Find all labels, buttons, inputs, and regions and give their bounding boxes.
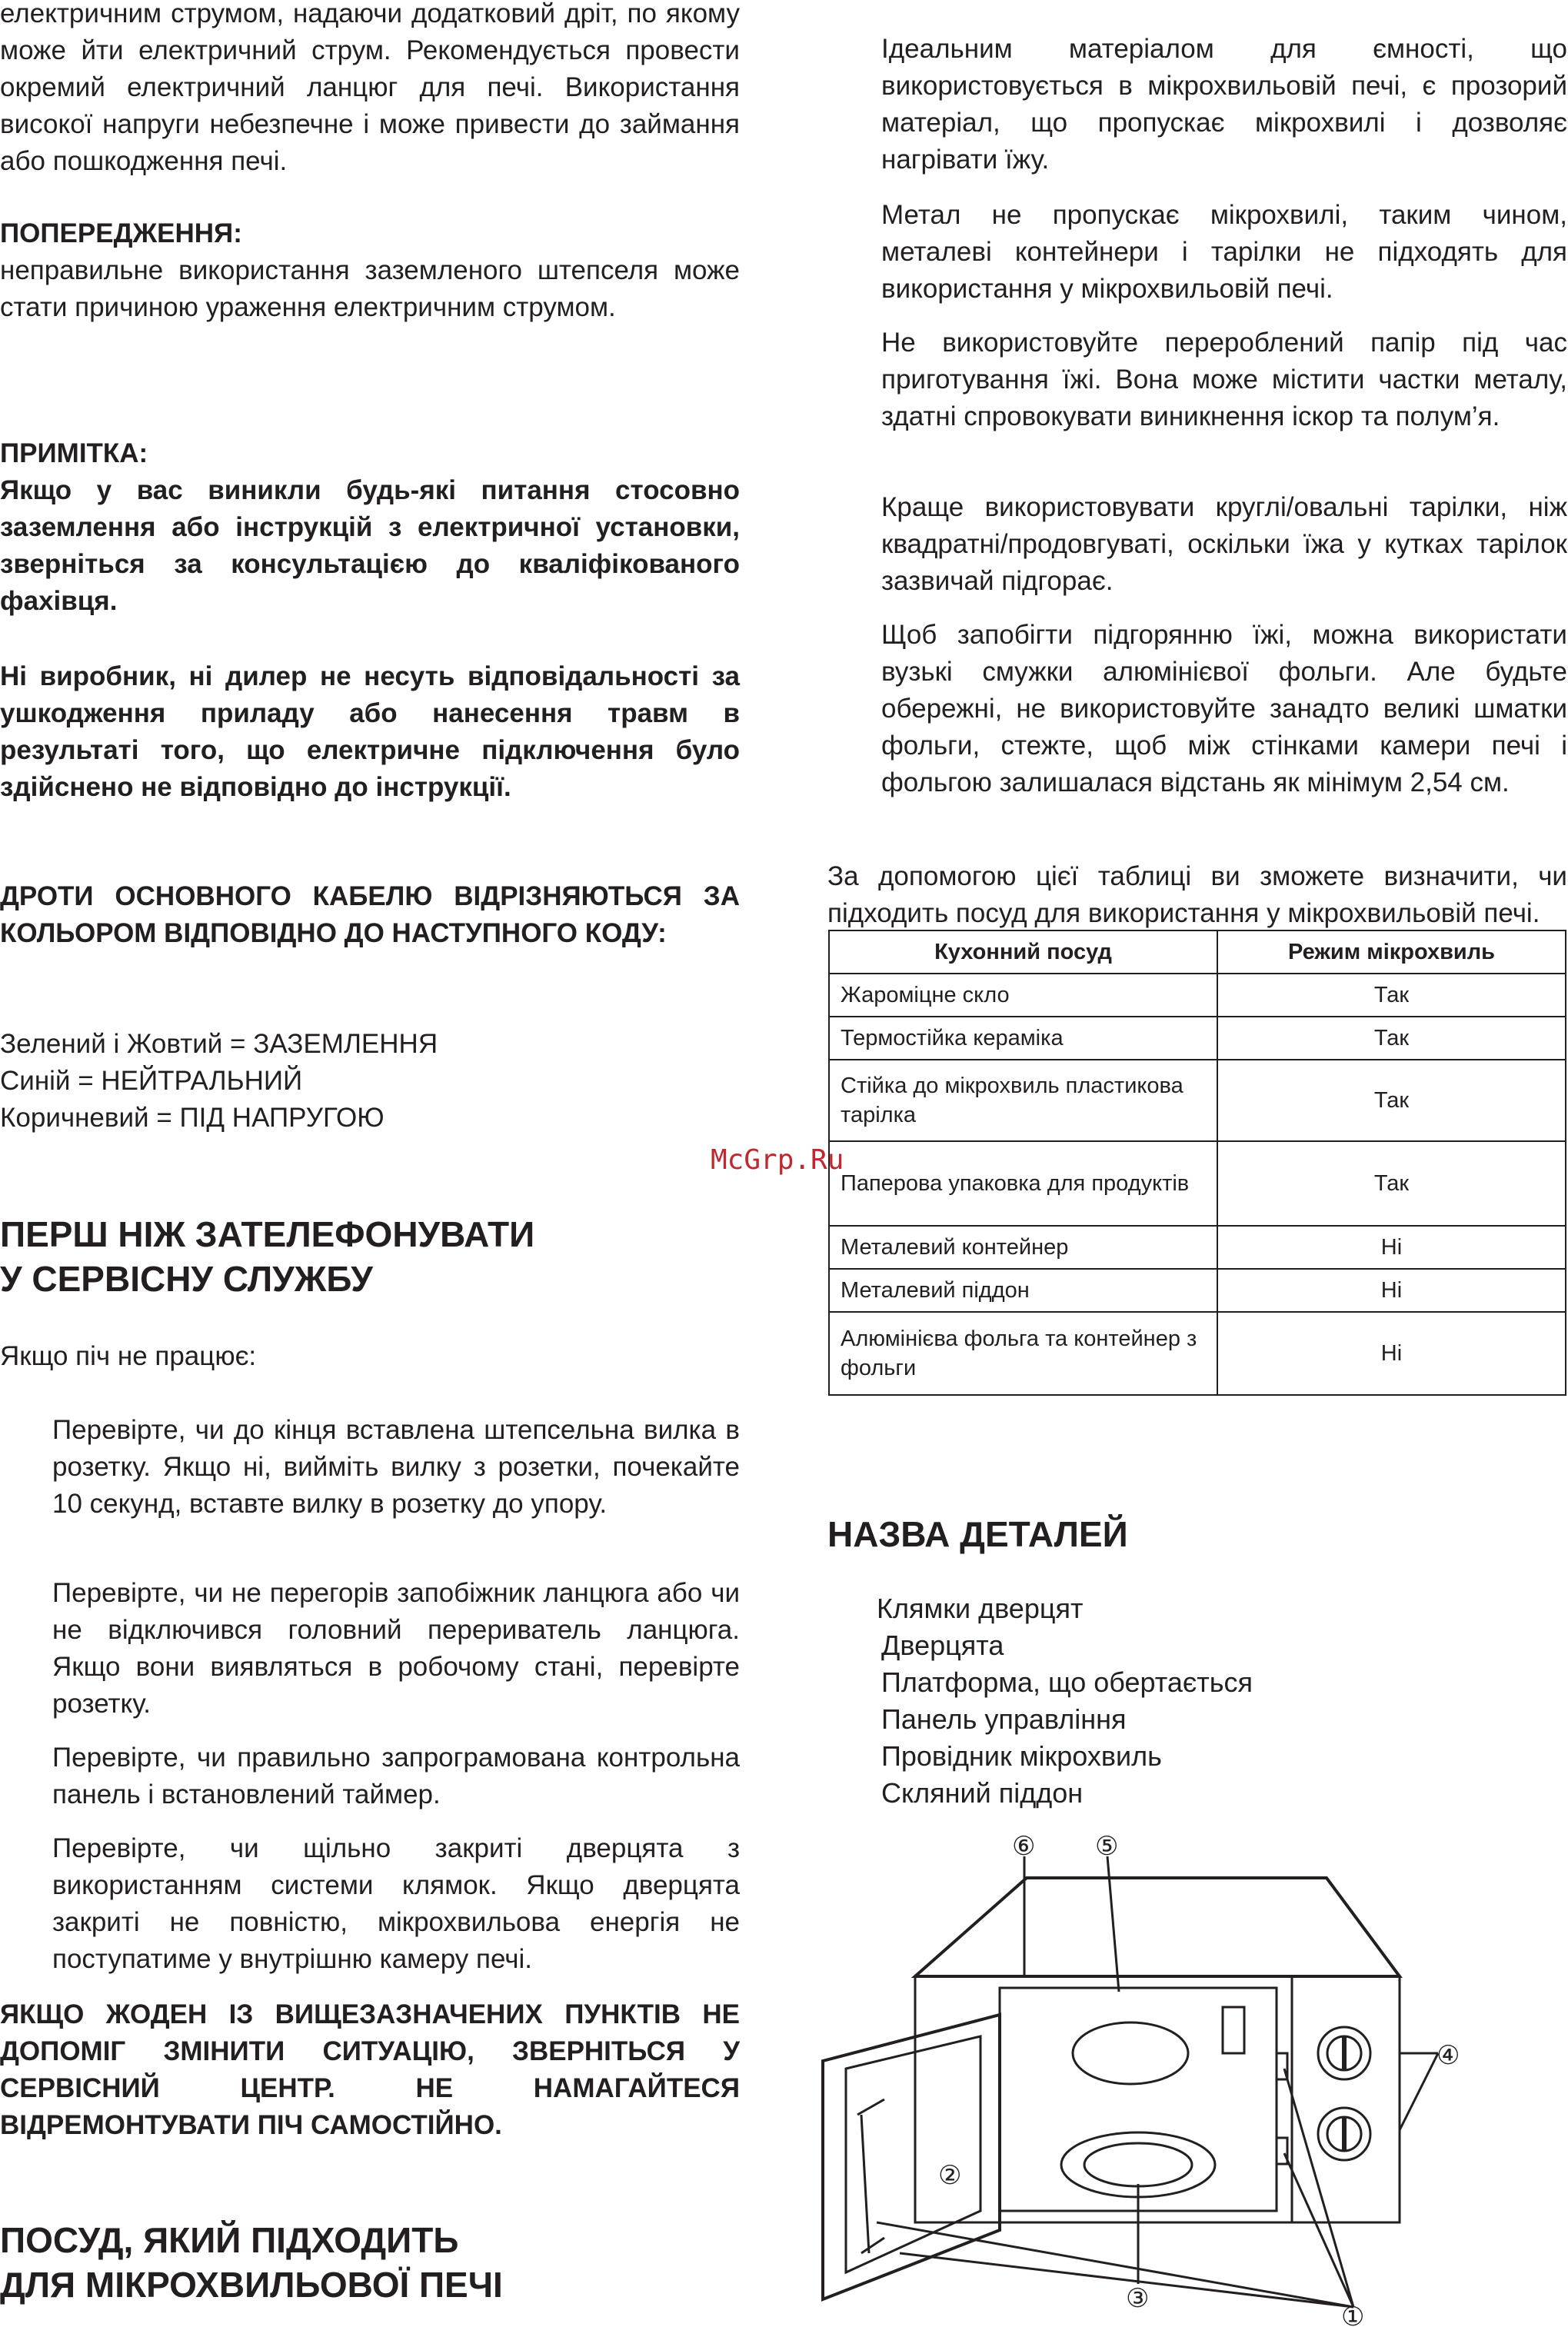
- table-cell-value: Ні: [1217, 1269, 1566, 1312]
- table-cell-value: Ні: [1217, 1226, 1566, 1269]
- callout-numbers: [938, 1831, 1460, 2327]
- tip-ideal-material: Ідеальним матеріалом для ємності, що використовується в мікрохвильовій печі, є прозорий матеріал, що пропускає мікрохвилі і дозволяє нагрівати їжу.: [881, 34, 1567, 175]
- microwave-diagram: [815, 1823, 1507, 2327]
- table-cell-item: Стійка до мікрохвиль пластикова тарілка: [829, 1060, 1217, 1141]
- table-header-row: [829, 930, 1566, 974]
- table-row: [829, 1269, 1566, 1312]
- tip-foil: Щоб запобігти підгорянню їжі, можна використати вузькі смужки алюмінієвої фольги. Але будьте обережні, не використовуйте занадто великі шматки фольги, стежте, щоб між стінками камери печі і фольгою залишалася відстань як мінімум 2,54 см.: [881, 620, 1567, 797]
- service-heading-line1: ПЕРШ НІЖ ЗАТЕЛЕФОНУВАТИ: [0, 1214, 535, 1254]
- cookware-heading-line2: ДЛЯ МІКРОХВИЛЬОВОЇ ПЕЧІ: [0, 2265, 503, 2305]
- table-row: [829, 1312, 1566, 1395]
- not-working-text: Якщо піч не працює:: [0, 1341, 257, 1371]
- header-microwave-mode: Режим мікрохвиль: [1217, 930, 1566, 974]
- table-row: [829, 1060, 1566, 1141]
- table-intro: За допомогою цієї таблиці ви зможете визначити, чи підходить посуд для використання у мікрохвильовій печі.: [827, 861, 1567, 928]
- cookware-heading-line1: ПОСУД, ЯКИЙ ПІДХОДИТЬ: [0, 2220, 459, 2260]
- check-item-fuse: Перевірте, чи не перегорів запобіжник ланцюга або чи не відключився головний перериватель ланцюга. Якщо вони виявляться в робочому стані, перевірте розетку.: [52, 1578, 740, 1719]
- table-cell-value: Ні: [1217, 1312, 1566, 1395]
- service-heading-line2: У СЕРВІСНУ СЛУЖБУ: [0, 1259, 373, 1299]
- callout-1: ①: [1341, 2302, 1365, 2327]
- table-cell-value: Так: [1217, 1141, 1566, 1226]
- table-row: [829, 1141, 1566, 1226]
- part-door: Дверцята: [881, 1630, 1004, 1661]
- check-item-plug: Перевірте, чи до кінця вставлена штепсельна вилка в розетку. Якщо ні, вийміть вилку з розетки, почекайте 10 секунд, вставте вилку в розетку до упору.: [52, 1415, 740, 1519]
- callout-5: ⑤: [1095, 1831, 1119, 1862]
- tip-round-plates: Краще використовувати круглі/овальні тарілки, ніж квадратні/продовгуваті, оскільки їжа у кутках тарілок зазвичай підгорає.: [881, 492, 1567, 596]
- grounding-intro: електричним струмом, надаючи додатковий дріт, по якому може йти електричний струм. Рекомендується провести окремий електричний ланцюг для печі. Використання високої напруги небезпечне і може привести до займання або пошкодження печі.: [0, 0, 740, 176]
- table-cell-value: Так: [1217, 1017, 1566, 1060]
- table-cell-item: Жароміцне скло: [829, 974, 1217, 1017]
- part-door-latches: Клямки дверцят: [877, 1593, 1084, 1624]
- table-row: [829, 1226, 1566, 1269]
- note-title: ПРИМІТКА:: [0, 438, 148, 468]
- watermark: McGrp.Ru: [711, 1144, 844, 1176]
- table-cell-value: Так: [1217, 974, 1566, 1017]
- note-text: Якщо у вас виникли будь-які питання стосовно заземлення або інструкцій з електричної установки, зверніться за консультацією до кваліфікованого фахівця.: [0, 475, 740, 616]
- table-cell-item: Алюмінієва фольга та контейнер з фольги: [829, 1312, 1217, 1395]
- table-cell-item: Паперова упаковка для продуктів: [829, 1141, 1217, 1226]
- part-glass-tray: Скляний піддон: [881, 1777, 1084, 1809]
- warning-title: ПОПЕРЕДЖЕННЯ:: [0, 218, 242, 248]
- wire-code-neutral: Синій = НЕЙТРАЛЬНИЙ: [0, 1066, 303, 1096]
- cookware-table: [828, 930, 1566, 1396]
- wires-title: ДРОТИ ОСНОВНОГО КАБЕЛЮ ВІДРІЗНЯЮТЬСЯ ЗА КОЛЬОРОМ ВІДПОВІДНО ДО НАСТУПНОГО КОДУ:: [0, 881, 740, 948]
- callout-2: ②: [938, 2160, 962, 2191]
- parts-heading: НАЗВА ДЕТАЛЕЙ: [827, 1514, 1128, 1554]
- tip-recycled-paper: Не використовуйте перероблений папір під час приготування їжі. Вона може містити частки металу, здатні спровокувати виникнення іскор та полум’я.: [881, 328, 1567, 431]
- callout-6: ⑥: [1012, 1831, 1036, 1862]
- wire-code-live: Коричневий = ПІД НАПРУГОЮ: [0, 1103, 385, 1133]
- microwave-outline: [823, 1856, 1438, 2307]
- part-control-panel: Панель управління: [881, 1703, 1127, 1735]
- wire-code-ground: Зелений і Жовтий = ЗАЗЕМЛЕННЯ: [0, 1029, 438, 1059]
- tip-metal: Метал не пропускає мікрохвилі, таким чином, металеві контейнери і тарілки не підходять для використання у мікрохвильовій печі.: [881, 200, 1567, 304]
- parts-list: [877, 1590, 1253, 1812]
- table-row: [829, 1017, 1566, 1060]
- part-waveguide: Провідник мікрохвиль: [881, 1740, 1162, 1772]
- table-cell-value: Так: [1217, 1060, 1566, 1141]
- table-cell-item: Металевий контейнер: [829, 1226, 1217, 1269]
- callout-4: ④: [1437, 2040, 1460, 2071]
- table-cell-item: Металевий піддон: [829, 1269, 1217, 1312]
- liability-text: Ні виробник, ні дилер не несуть відповідальності за ушкодження приладу або нанесення травм в результаті того, що електричне підключення було здійснено не відповідно до інструкції.: [0, 661, 740, 802]
- check-item-door: Перевірте, чи щільно закриті дверцята з використанням системи клямок. Якщо дверцята закриті не повністю, мікрохвильова енергія не поступатиме у внутрішню камеру печі.: [52, 1833, 740, 1974]
- table-row: [829, 974, 1566, 1017]
- warning-text: неправильне використання заземленого штепселя може стати причиною ураження електричним струмом.: [0, 255, 740, 322]
- service-warning: ЯКЩО ЖОДЕН ІЗ ВИЩЕЗАЗНАЧЕНИХ ПУНКТІВ НЕ ДОПОМІГ ЗМІНИТИ СИТУАЦІЮ, ЗВЕРНІТЬСЯ У СЕРВІСНИЙ ЦЕНТР. НЕ НАМАГАЙТЕСЯ ВІДРЕМОНТУВАТИ ПІЧ САМОСТІЙНО.: [0, 1999, 740, 2140]
- callout-3: ③: [1126, 2283, 1150, 2314]
- check-item-panel: Перевірте, чи правильно запрограмована контрольна панель і встановлений таймер.: [52, 1743, 740, 1809]
- table-cell-item: Термостійка кераміка: [829, 1017, 1217, 1060]
- header-cookware: Кухонний посуд: [829, 930, 1217, 974]
- part-turntable: Платформа, що обертається: [881, 1666, 1253, 1698]
